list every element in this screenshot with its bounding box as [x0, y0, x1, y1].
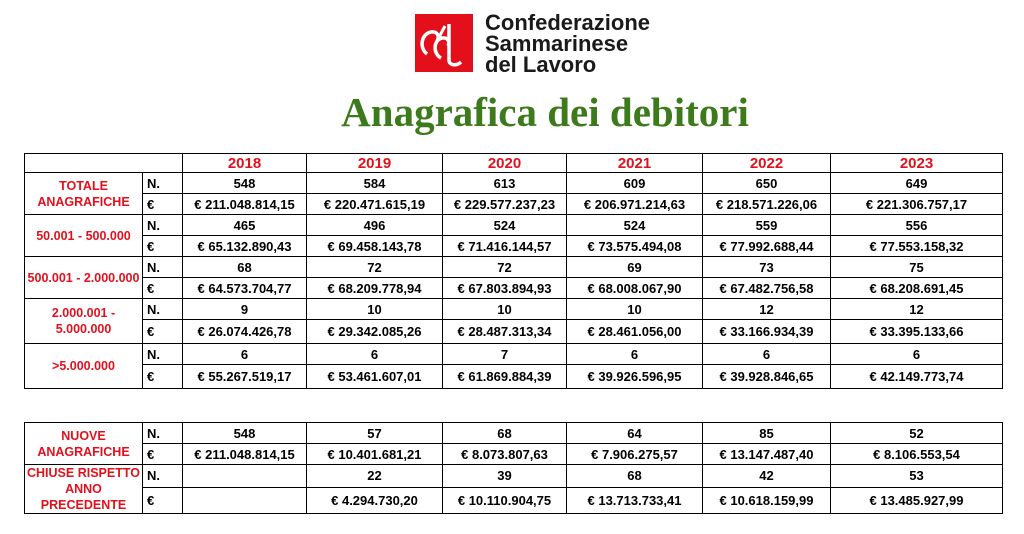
table-row [25, 487, 1003, 513]
amount-cell: € 61.869.884,39 [443, 365, 567, 389]
unit-count: N. [143, 257, 183, 278]
unit-amount: € [143, 236, 183, 257]
count-cell: 584 [307, 173, 443, 194]
amount-cell: € 33.395.133,66 [831, 320, 1003, 344]
amount-cell: € 211.048.814,15 [183, 194, 307, 215]
amount-cell: € 220.471.615,19 [307, 194, 443, 215]
amount-cell: € 28.487.313,34 [443, 320, 567, 344]
unit-amount: € [143, 487, 183, 513]
count-cell: 12 [703, 299, 831, 320]
count-cell: 649 [831, 173, 1003, 194]
unit-count: N. [143, 465, 183, 488]
amount-cell: € 218.571.226,06 [703, 194, 831, 215]
table-row [25, 344, 1003, 365]
count-cell: 85 [703, 423, 831, 444]
count-cell: 72 [443, 257, 567, 278]
amount-cell: € 67.803.894,93 [443, 278, 567, 299]
year-header: 2021 [567, 154, 703, 173]
table-row [25, 173, 1003, 194]
table-row [25, 365, 1003, 389]
table-row [25, 299, 1003, 320]
amount-cell: € 13.713.733,41 [567, 487, 703, 513]
count-cell: 559 [703, 215, 831, 236]
amount-cell: € 77.553.158,32 [831, 236, 1003, 257]
row-label: NUOVE ANAGRAFICHE [25, 423, 143, 465]
count-cell: 548 [183, 423, 307, 444]
amount-cell: € 39.928.846,65 [703, 365, 831, 389]
count-cell: 39 [443, 465, 567, 488]
count-cell: 22 [307, 465, 443, 488]
amount-cell: € 68.208.691,45 [831, 278, 1003, 299]
count-cell: 556 [831, 215, 1003, 236]
row-label: >5.000.000 [25, 344, 143, 389]
unit-count: N. [143, 299, 183, 320]
amount-cell: € 73.575.494,08 [567, 236, 703, 257]
amount-cell: € 8.073.807,63 [443, 444, 567, 465]
table-row [25, 320, 1003, 344]
unit-amount: € [143, 278, 183, 299]
amount-cell: € 10.401.681,21 [307, 444, 443, 465]
amount-cell: € 26.074.426,78 [183, 320, 307, 344]
row-label: TOTALE ANAGRAFICHE [25, 173, 143, 215]
count-cell: 68 [443, 423, 567, 444]
header [0, 0, 1024, 150]
count-cell: 524 [443, 215, 567, 236]
table-row [25, 257, 1003, 278]
row-label: 2.000.001 - 5.000.000 [25, 299, 143, 344]
amount-cell: € 65.132.890,43 [183, 236, 307, 257]
amount-cell: € 10.110.904,75 [443, 487, 567, 513]
count-cell: 72 [307, 257, 443, 278]
logo-line-3: del Lavoro [485, 52, 597, 77]
row-label: 500.001 - 2.000.000 [25, 257, 143, 299]
unit-amount: € [143, 444, 183, 465]
count-cell: 9 [183, 299, 307, 320]
count-cell: 53 [831, 465, 1003, 488]
count-cell: 10 [443, 299, 567, 320]
count-cell: 465 [183, 215, 307, 236]
table-row [25, 194, 1003, 215]
year-header: 2019 [307, 154, 443, 173]
logo-line-1: Confederazione [485, 10, 651, 35]
debtors-table [24, 153, 1003, 389]
header-blank [25, 154, 183, 173]
amount-cell: € 4.294.730,20 [307, 487, 443, 513]
logo-text [485, 12, 650, 75]
unit-count: N. [143, 215, 183, 236]
year-header: 2018 [183, 154, 307, 173]
unit-count: N. [143, 173, 183, 194]
amount-cell: € 13.147.487,40 [703, 444, 831, 465]
amount-cell: € 7.906.275,57 [567, 444, 703, 465]
amount-cell: € 55.267.519,17 [183, 365, 307, 389]
unit-amount: € [143, 194, 183, 215]
table-row [25, 278, 1003, 299]
amount-cell: € 13.485.927,99 [831, 487, 1003, 513]
count-cell: 12 [831, 299, 1003, 320]
page-title: Anagrafica dei debitori [341, 89, 749, 135]
count-cell: 68 [183, 257, 307, 278]
main-table-body [25, 173, 1003, 389]
amount-cell: € 28.461.056,00 [567, 320, 703, 344]
amount-cell: € 10.618.159,99 [703, 487, 831, 513]
count-cell: 548 [183, 173, 307, 194]
unit-amount: € [143, 365, 183, 389]
table-row [25, 465, 1003, 488]
count-cell: 524 [567, 215, 703, 236]
table-row [25, 236, 1003, 257]
count-cell: 6 [307, 344, 443, 365]
amount-cell: € 64.573.704,77 [183, 278, 307, 299]
amount-cell: € 29.342.085,26 [307, 320, 443, 344]
count-cell: 75 [831, 257, 1003, 278]
row-label: 50.001 - 500.000 [25, 215, 143, 257]
amount-cell: € 68.008.067,90 [567, 278, 703, 299]
amount-cell: € 53.461.607,01 [307, 365, 443, 389]
count-cell: 496 [307, 215, 443, 236]
table-row [25, 215, 1003, 236]
count-cell [183, 465, 307, 488]
year-header-row [25, 154, 1003, 173]
amount-cell: € 67.482.756,58 [703, 278, 831, 299]
amount-cell: € 39.926.596,95 [567, 365, 703, 389]
year-header: 2023 [831, 154, 1003, 173]
table-row [25, 444, 1003, 465]
unit-count: N. [143, 344, 183, 365]
count-cell: 64 [567, 423, 703, 444]
amount-cell: € 8.106.553,54 [831, 444, 1003, 465]
count-cell: 68 [567, 465, 703, 488]
changes-table [24, 422, 1003, 514]
amount-cell [183, 487, 307, 513]
count-cell: 52 [831, 423, 1003, 444]
year-header: 2022 [703, 154, 831, 173]
count-cell: 6 [831, 344, 1003, 365]
changes-table-body [25, 423, 1003, 514]
amount-cell: € 229.577.237,23 [443, 194, 567, 215]
count-cell: 6 [183, 344, 307, 365]
count-cell: 69 [567, 257, 703, 278]
count-cell: 650 [703, 173, 831, 194]
table-row [25, 423, 1003, 444]
count-cell: 609 [567, 173, 703, 194]
count-cell: 57 [307, 423, 443, 444]
count-cell: 42 [703, 465, 831, 488]
unit-amount: € [143, 320, 183, 344]
count-cell: 73 [703, 257, 831, 278]
year-header: 2020 [443, 154, 567, 173]
row-label: CHIUSE RISPETTO ANNO PRECEDENTE [25, 465, 143, 514]
count-cell: 10 [307, 299, 443, 320]
count-cell: 6 [567, 344, 703, 365]
amount-cell: € 69.458.143,78 [307, 236, 443, 257]
count-cell: 6 [703, 344, 831, 365]
count-cell: 10 [567, 299, 703, 320]
amount-cell: € 68.209.778,94 [307, 278, 443, 299]
amount-cell: € 206.971.214,63 [567, 194, 703, 215]
amount-cell: € 211.048.814,15 [183, 444, 307, 465]
amount-cell: € 71.416.144,57 [443, 236, 567, 257]
logo-line-2: Sammarinese [485, 31, 629, 56]
csdl-logo-icon [415, 14, 473, 72]
count-cell: 7 [443, 344, 567, 365]
amount-cell: € 221.306.757,17 [831, 194, 1003, 215]
amount-cell: € 77.992.688,44 [703, 236, 831, 257]
unit-count: N. [143, 423, 183, 444]
count-cell: 613 [443, 173, 567, 194]
amount-cell: € 42.149.773,74 [831, 365, 1003, 389]
amount-cell: € 33.166.934,39 [703, 320, 831, 344]
